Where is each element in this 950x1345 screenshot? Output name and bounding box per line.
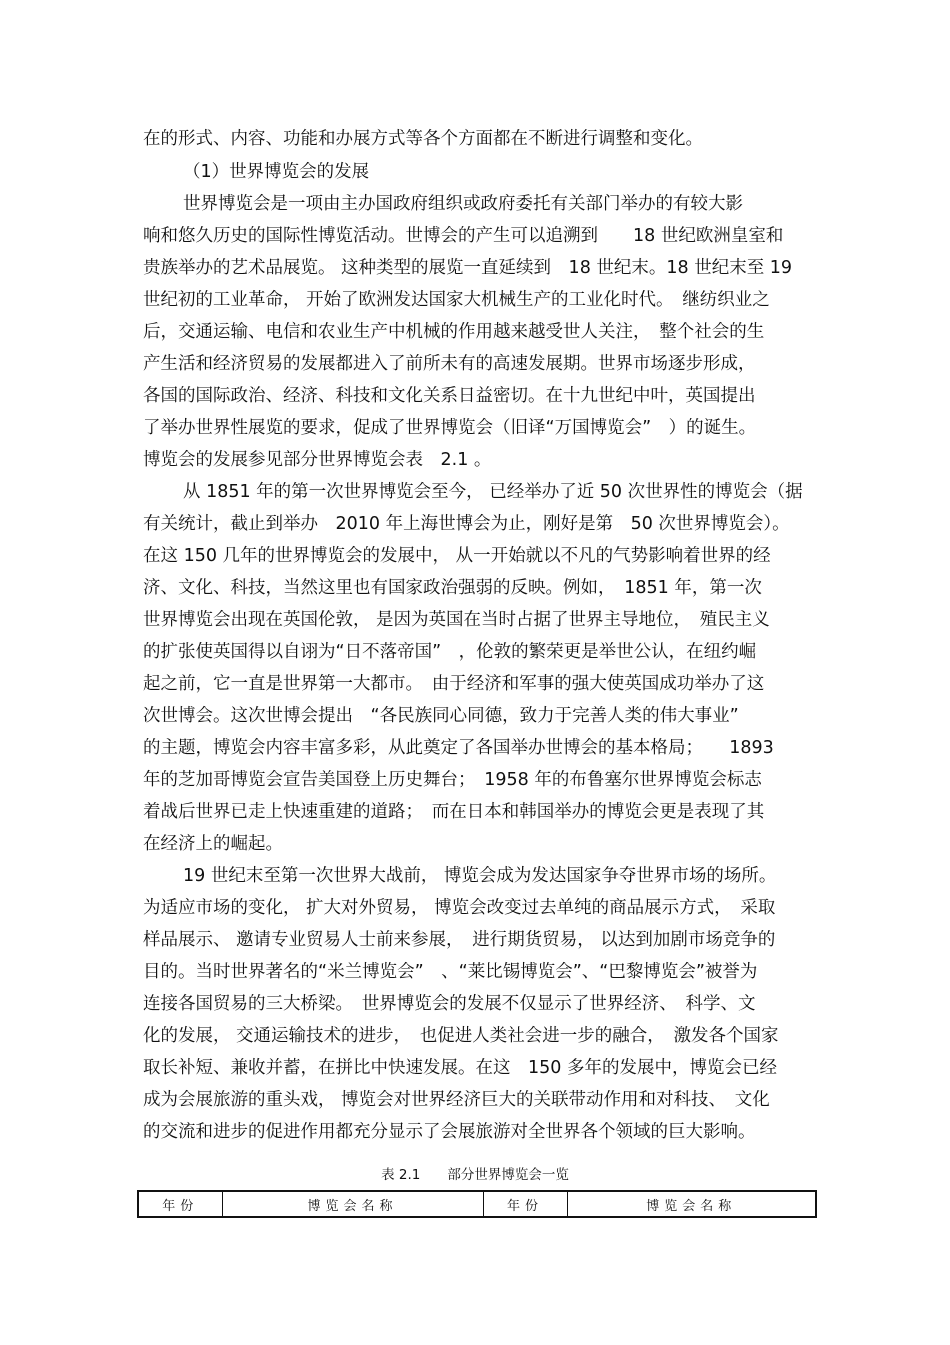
text-line: 贵族举办的艺术品展览。 这种类型的展览一直延续到 18 世纪末。18 世纪末至 19: [143, 258, 793, 278]
text-line: 在经济上的崛起。: [143, 834, 283, 854]
column-header-year: 年份: [162, 1198, 199, 1214]
column-header-expo-name: 博览会名称: [222, 1191, 483, 1217]
text-line: 的交流和进步的促进作用都充分显示了会展旅游对全世界各个领域的巨大影响。: [143, 1122, 756, 1142]
text-line: 产生活和经济贸易的发展都进入了前所未有的高速发展期。世界市场逐步形成，: [143, 354, 756, 374]
text-line: 在的形式、内容、功能和办展方式等各个方面都在不断进行调整和变化。: [143, 129, 703, 149]
text-line: 的主题，博览会内容丰富多彩，从此奠定了各国举办世博会的基本格局； 1893: [143, 738, 774, 758]
expo-list-table: [137, 1190, 817, 1218]
text-line: 起之前，它一直是世界第一大都市。 由于经济和军事的强大使英国成功举办了这: [143, 674, 765, 694]
text-line: 各国的国际政治、经济、科技和文化关系日益密切。在十九世纪中叶，英国提出: [143, 386, 756, 406]
text-line: 博览会的发展参见部分世界博览会表 2.1 。: [143, 450, 492, 470]
text-line: 化的发展， 交通运输技术的进步， 也促进人类社会进一步的融合， 激发各个国家: [143, 1026, 779, 1046]
text-line: 济、文化、科技，当然这里也有国家政治强弱的反映。例如， 1851 年，第一次: [143, 578, 762, 598]
text-line: 年的芝加哥博览会宣告美国登上历史舞台； 1958 年的布鲁塞尔世界博览会标志: [143, 770, 762, 790]
text-line: 的扩张使英国得以自诩为“日不落帝国” ，伦敦的繁荣更是举世公认，在纽约崛: [143, 642, 757, 662]
text-line: 取长补短、兼收并蓄，在拼比中快速发展。在这 150 多年的发展中，博览会已经: [143, 1058, 777, 1078]
text-line: 为适应市场的变化， 扩大对外贸易， 博览会改变过去单纯的商品展示方式， 采取: [143, 898, 776, 918]
text-line: 次世博会。这次世博会提出 “各民族同心同德，致力于完善人类的伟大事业”: [143, 706, 739, 726]
text-line: 世界博览会是一项由主办国政府组织或政府委托有关部门举办的有较大影: [183, 194, 743, 214]
text-line: 目的。当时世界著名的“米兰博览会” 、“莱比锡博览会”、“巴黎博览会”被誉为: [143, 962, 758, 982]
text-line: 从 1851 年的第一次世界博览会至今， 已经举办了近 50 次世界性的博览会（据: [183, 482, 803, 502]
text-line: 样品展示、 邀请专业贸易人士前来参展， 进行期货贸易， 以达到加剧市场竞争的: [143, 930, 776, 950]
text-line: 在这 150 几年的世界博览会的发展中， 从一开始就以不凡的气势影响着世界的经: [143, 546, 771, 566]
column-header-expo-name: 博览会名称: [567, 1191, 816, 1217]
text-line: 了举办世界性展览的要求，促成了世界博览会（旧译“万国博览会” ）的诞生。: [143, 418, 757, 438]
column-header-year: 年份: [483, 1191, 567, 1217]
text-line: 连接各国贸易的三大桥梁。 世界博览会的发展不仅显示了世界经济、 科学、文: [143, 994, 756, 1014]
section-heading: （1）世界博览会的发展: [183, 162, 370, 182]
text-line: 成为会展旅游的重头戏， 博览会对世界经济巨大的关联带动作用和对科技、 文化: [143, 1090, 770, 1110]
text-line: 世纪初的工业革命， 开始了欧洲发达国家大机械生产的工业化时代。 继纺织业之: [143, 290, 770, 310]
text-line: 着战后世界已走上快速重建的道路； 而在日本和韩国举办的博览会更是表现了其: [143, 802, 765, 822]
text-line: 响和悠久历史的国际性博览活动。世博会的产生可以追溯到 18 世纪欧洲皇室和: [143, 226, 784, 246]
table-header-row: [138, 1191, 816, 1217]
text-line: 19 世纪末至第一次世界大战前， 博览会成为发达国家争夺世界市场的场所。: [183, 866, 777, 886]
text-line: 有关统计，截止到举办 2010 年上海世博会为止，刚好是第 50 次世界博览会）。: [143, 514, 790, 534]
text-line: 后，交通运输、电信和农业生产中机械的作用越来越受世人关注， 整个社会的生: [143, 322, 765, 342]
text-line: 世界博览会出现在英国伦敦， 是因为英国在当时占据了世界主导地位， 殖民主义: [143, 610, 770, 630]
table-caption: 表 2.1 部分世界博览会一览: [381, 1167, 569, 1183]
